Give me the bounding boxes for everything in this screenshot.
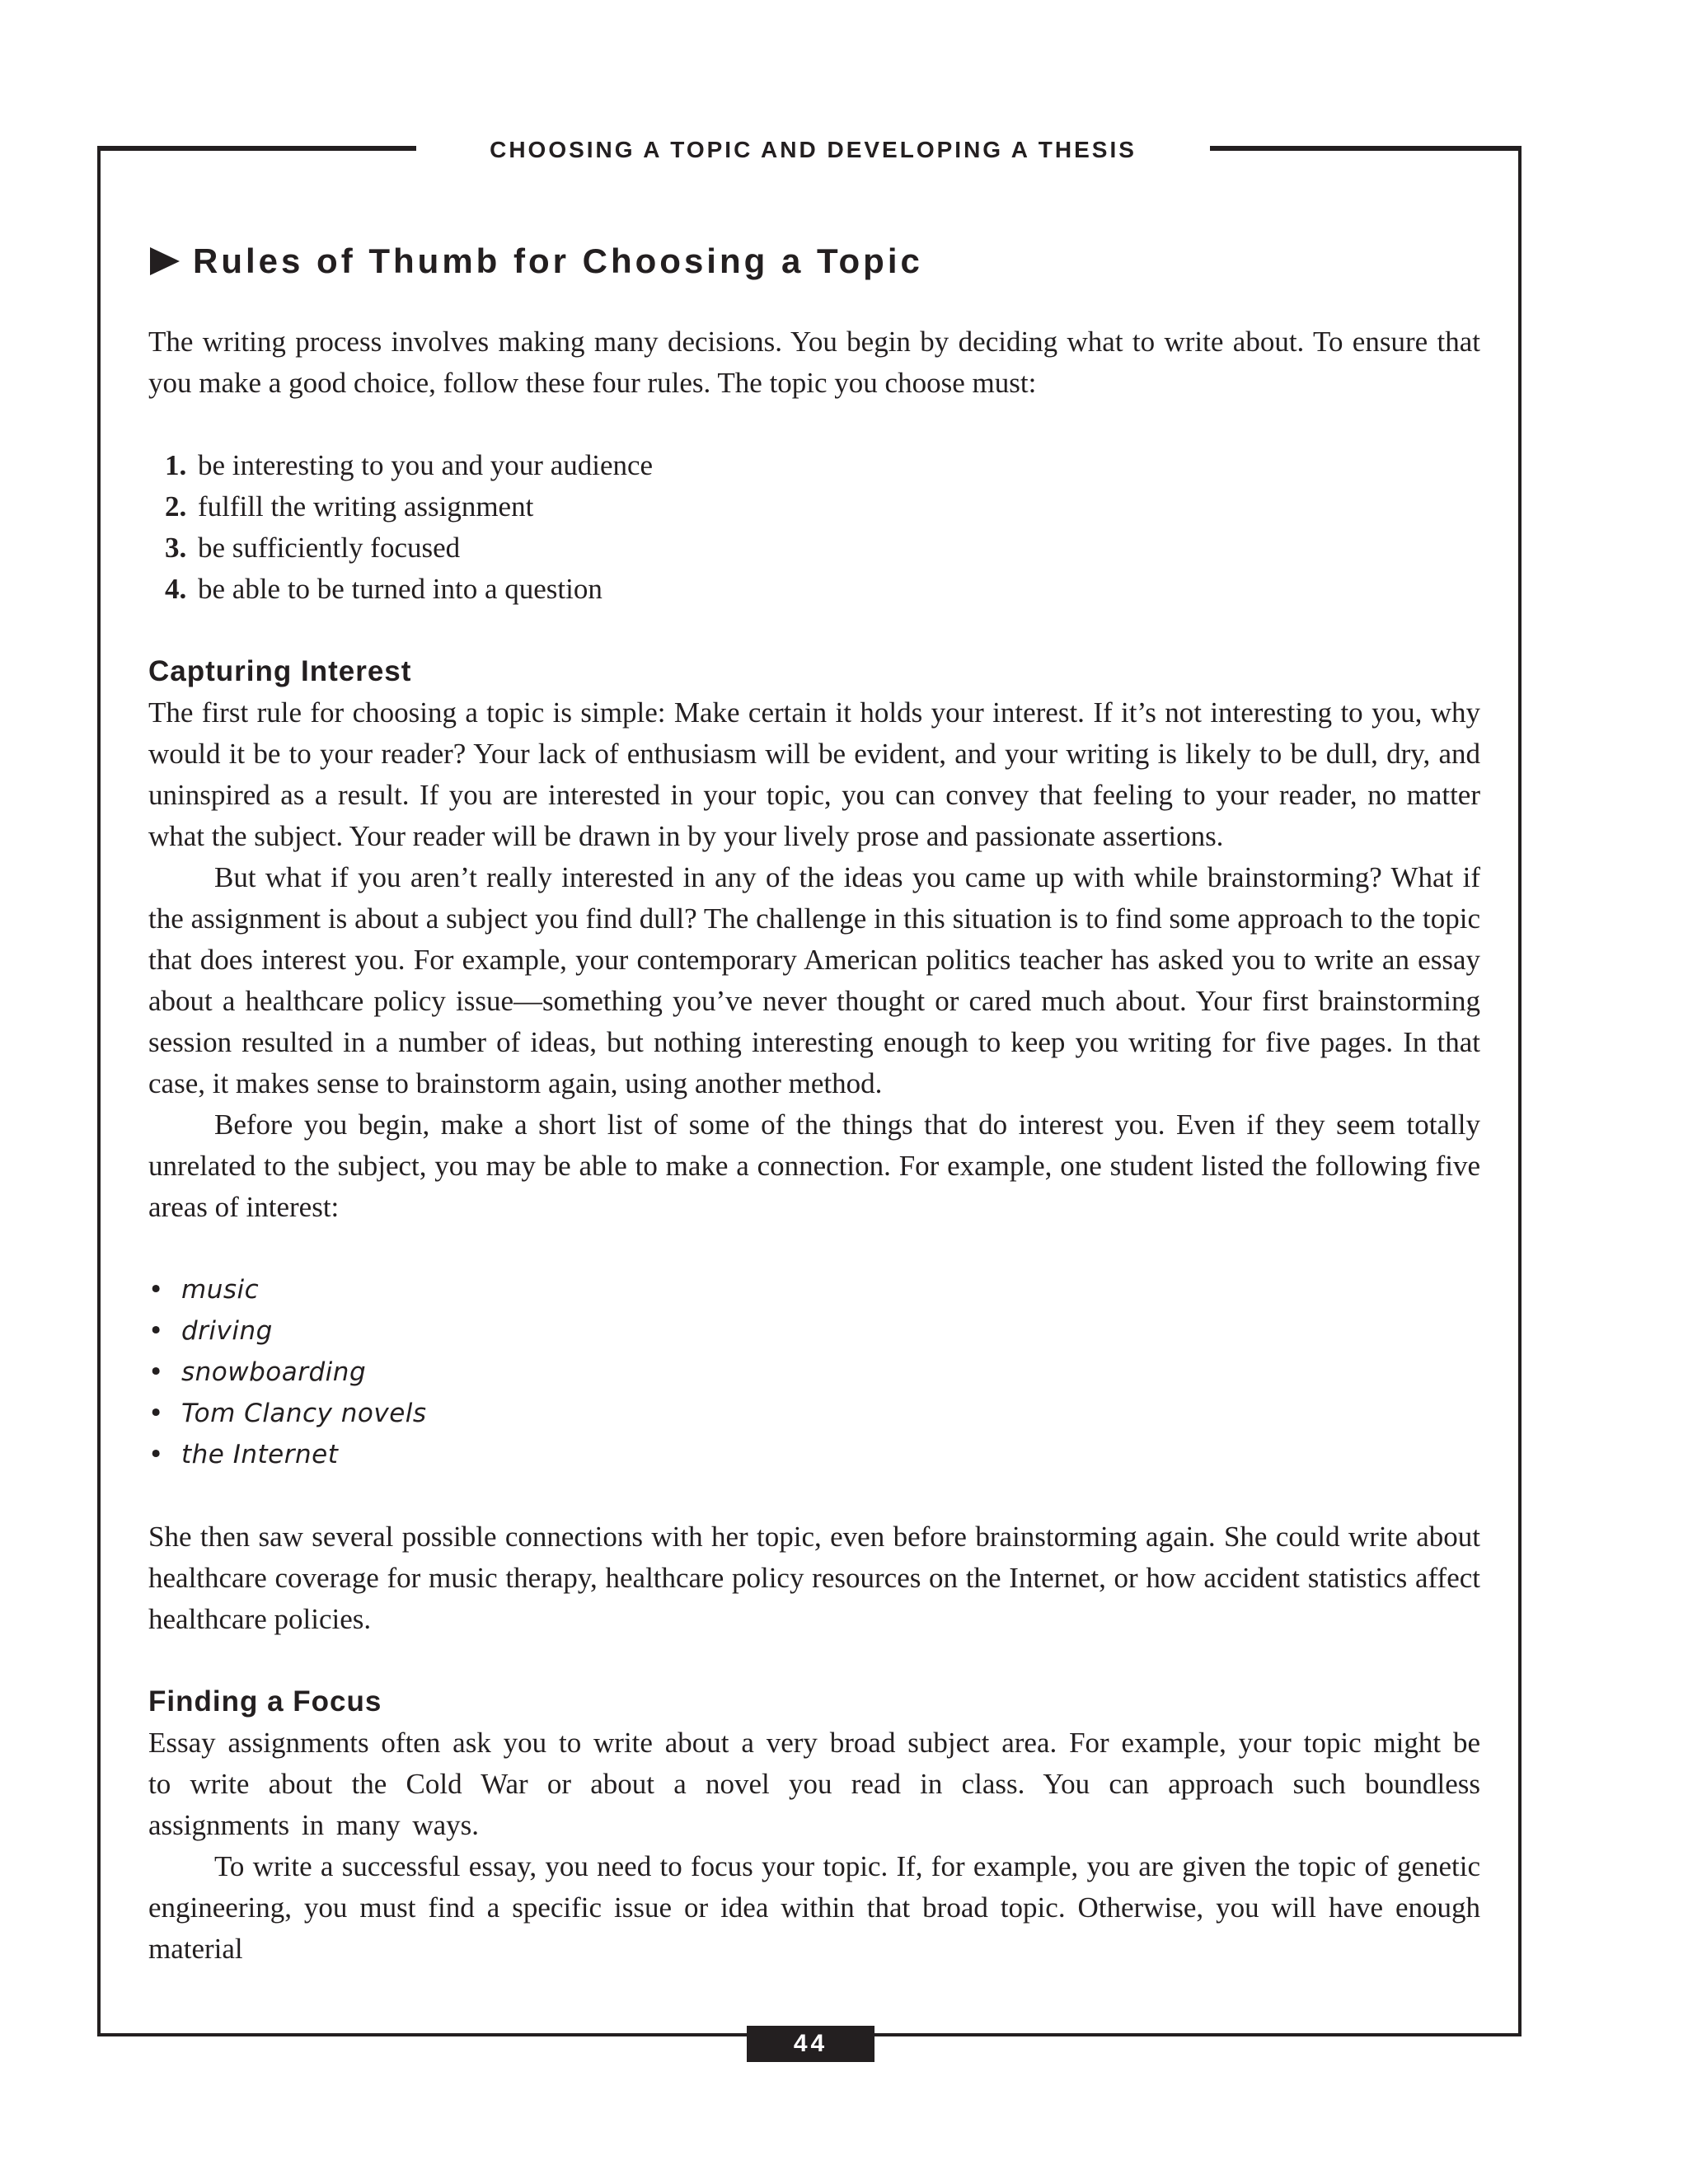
page-content xyxy=(148,232,1480,1970)
bullet-icon: • xyxy=(148,1399,164,1428)
list-item xyxy=(148,1269,1480,1310)
bullet-icon: • xyxy=(148,1275,164,1305)
interests-list xyxy=(148,1269,1480,1475)
section-heading-text: Rules of Thumb for Choosing a Topic xyxy=(193,241,923,280)
rule-text: be sufficiently focused xyxy=(198,532,461,564)
rule-text: be interesting to you and your audience xyxy=(198,449,654,481)
paragraph: She then saw several possible connections with her topic, even before brainstorming again. She could write about healthcare coverage for music therapy, healthcare policy resources on the Internet, or how accident statistics affect healthcare policies. xyxy=(148,1521,1480,1635)
list-item xyxy=(148,1352,1480,1393)
running-head: CHOOSING A TOPIC AND DEVELOPING A THESIS xyxy=(490,137,1137,162)
paragraph: Essay assignments often ask you to write about a very broad subject area. For example, your topic might be to write about the Cold War or about a novel you read in class. You can approach such boundless assignments in many ways. xyxy=(148,1727,1480,1841)
section-heading xyxy=(148,232,1480,290)
rule-text: be able to be turned into a question xyxy=(198,573,603,605)
rule-number: 4. xyxy=(165,573,187,605)
bullet-icon: • xyxy=(148,1316,164,1346)
rule-item xyxy=(165,486,1480,527)
rule-number: 3. xyxy=(165,532,187,564)
intro-paragraph: The writing process involves making many decisions. You begin by deciding what to write about. To ensure that you make a good choice, follow these four rules. The topic you choose must: xyxy=(148,326,1480,399)
rules-list xyxy=(148,445,1480,610)
paragraph: Before you begin, make a short list of some of the things that do interest you. Even if they seem totally unrelated to the subject, you may be able to make a connection. For example, one student listed the following five areas of interest: xyxy=(148,1108,1480,1223)
rule-item xyxy=(165,445,1480,486)
list-item xyxy=(148,1434,1480,1475)
subheading-capturing-interest: Capturing Interest xyxy=(148,655,412,687)
rule-text: fulfill the writing assignment xyxy=(198,490,534,523)
list-item-text: music xyxy=(181,1275,260,1305)
rule-item xyxy=(165,527,1480,569)
header-rule-right xyxy=(1210,146,1522,151)
bullet-icon: • xyxy=(148,1357,164,1387)
list-item-text: Tom Clancy novels xyxy=(181,1399,427,1428)
paragraph: The first rule for choosing a topic is simple: Make certain it holds your interest. If it’s not interesting to you, why would it be to your reader? Your lack of enthusiasm will be evident, and your writing is likely to be dull, dry, and uninspired as a result. If you are interested in your topic, you can convey that feeling to your reader, no matter what the subject. Your reader will be drawn in by your lively prose and passionate assertions. xyxy=(148,696,1480,852)
subheading-finding-a-focus: Finding a Focus xyxy=(148,1685,382,1718)
list-item xyxy=(148,1310,1480,1352)
rule-number: 2. xyxy=(165,490,187,523)
list-item-text: snowboarding xyxy=(181,1357,367,1387)
rule-item xyxy=(165,569,1480,610)
bullet-icon: • xyxy=(148,1440,164,1469)
list-item-text: the Internet xyxy=(181,1440,339,1469)
paragraph: But what if you aren’t really interested in any of the ideas you came up with while brainstorming? What if the assignment is about a subject you find dull? The challenge in this situation is to find some approach to the topic that does interest you. For example, your contemporary American politics teacher has asked you to write an essay about a healthcare policy issue—something you’ve never thought or cared much about. Your first brainstorming session resulted in a number of ideas, but nothing interesting enough to keep you writing for five pages. In that case, it makes sense to brainstorm again, using another method. xyxy=(148,861,1480,1099)
page-number: 44 xyxy=(747,2026,874,2062)
list-item-text: driving xyxy=(181,1316,273,1346)
arrow-right-icon xyxy=(150,247,180,275)
paragraph: To write a successful essay, you need to focus your topic. If, for example, you are given the topic of genetic engineering, you must find a specific issue or idea within that broad topic. Otherwise, you will have enough material xyxy=(148,1850,1480,1965)
rule-number: 1. xyxy=(165,449,187,481)
header-rule-left xyxy=(97,146,416,151)
list-item xyxy=(148,1393,1480,1434)
